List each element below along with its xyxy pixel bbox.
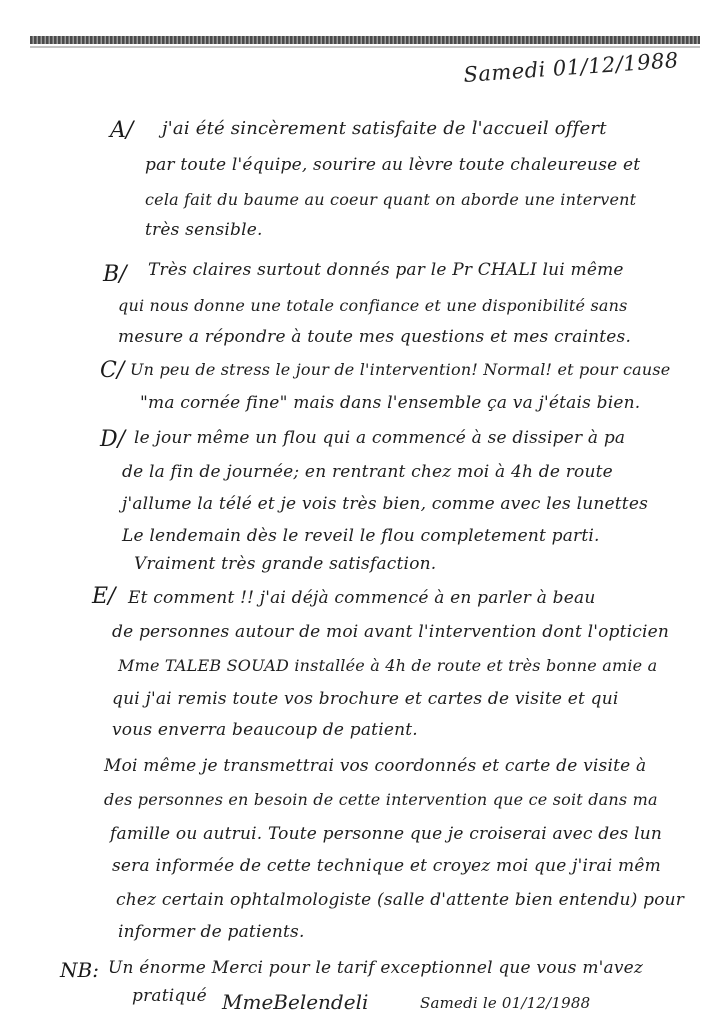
section-d-line: Vraiment très grande satisfaction.: [134, 554, 437, 574]
scan-edge: [30, 36, 700, 44]
signature: MmeBelendeli: [222, 990, 369, 1014]
closing-paragraph-line: des personnes en besoin de cette intervention que ce soit dans ma: [104, 790, 658, 809]
section-c-line: Un peu de stress le jour de l'intervention! Normal! et pour cause: [130, 360, 671, 379]
section-a-line: par toute l'équipe, sourire au lèvre toute chaleureuse et: [145, 155, 641, 175]
section-b-line: qui nous donne une totale confiance et une disponibilité sans: [118, 296, 628, 315]
section-e-line: qui j'ai remis toute vos brochure et cartes de visite et qui: [112, 689, 619, 709]
closing-paragraph-line: Moi même je transmettrai vos coordonnés et carte de visite à: [104, 756, 647, 776]
section-a-line: très sensible.: [145, 220, 263, 240]
section-d-line: le jour même un flou qui a commencé à se dissiper à pa: [134, 428, 626, 448]
section-b-marker: B/: [103, 262, 127, 287]
closing-paragraph-line: famille ou autrui. Toute personne que je croiserai avec des lun: [110, 824, 663, 844]
closing-paragraph-line: sera informée de cette technique et croyez moi que j'irai mêm: [112, 856, 661, 876]
closing-paragraph-line: informer de patients.: [118, 922, 305, 942]
closing-paragraph-line: chez certain ophtalmologiste (salle d'attente bien entendu) pour: [116, 890, 685, 910]
section-e-marker: E/: [92, 584, 116, 609]
section-e-line: vous enverra beaucoup de patient.: [112, 720, 418, 740]
section-c-marker: C/: [100, 358, 125, 383]
closing-date-fragment: Samedi le 01/12/1988: [420, 994, 591, 1012]
section-c-line: "ma cornée fine" mais dans l'ensemble ça va j'étais bien.: [140, 393, 641, 413]
nb-line: Un énorme Merci pour le tarif exceptionnel que vous m'avez: [108, 958, 644, 978]
section-d-line: j'allume la télé et je vois très bien, comme avec les lunettes: [122, 494, 649, 514]
section-e-line: de personnes autour de moi avant l'intervention dont l'opticien: [112, 622, 670, 642]
section-d-line: de la fin de journée; en rentrant chez moi à 4h de route: [122, 462, 613, 482]
section-e-line: Et comment !! j'ai déjà commencé à en parler à beau: [128, 588, 596, 608]
letter-date: Samedi 01/12/1988: [463, 48, 680, 88]
section-e-line: Mme TALEB SOUAD installée à 4h de route et très bonne amie a: [118, 656, 658, 675]
section-a-line: j'ai été sincèrement satisfaite de l'accueil offert: [162, 118, 607, 139]
nb-line: pratiqué: [132, 986, 207, 1006]
section-a-line: cela fait du baume au coeur quant on aborde une intervent: [145, 190, 637, 209]
section-b-line: Très claires surtout donnés par le Pr CHALI lui même: [148, 260, 624, 280]
section-a-marker: A/: [110, 118, 134, 143]
nb-marker: NB:: [60, 958, 99, 982]
scan-edge-shadow: [30, 46, 700, 48]
section-d-marker: D/: [100, 427, 126, 452]
section-d-line: Le lendemain dès le reveil le flou completement parti.: [122, 526, 600, 546]
section-b-line: mesure a répondre à toute mes questions et mes craintes.: [118, 327, 632, 347]
